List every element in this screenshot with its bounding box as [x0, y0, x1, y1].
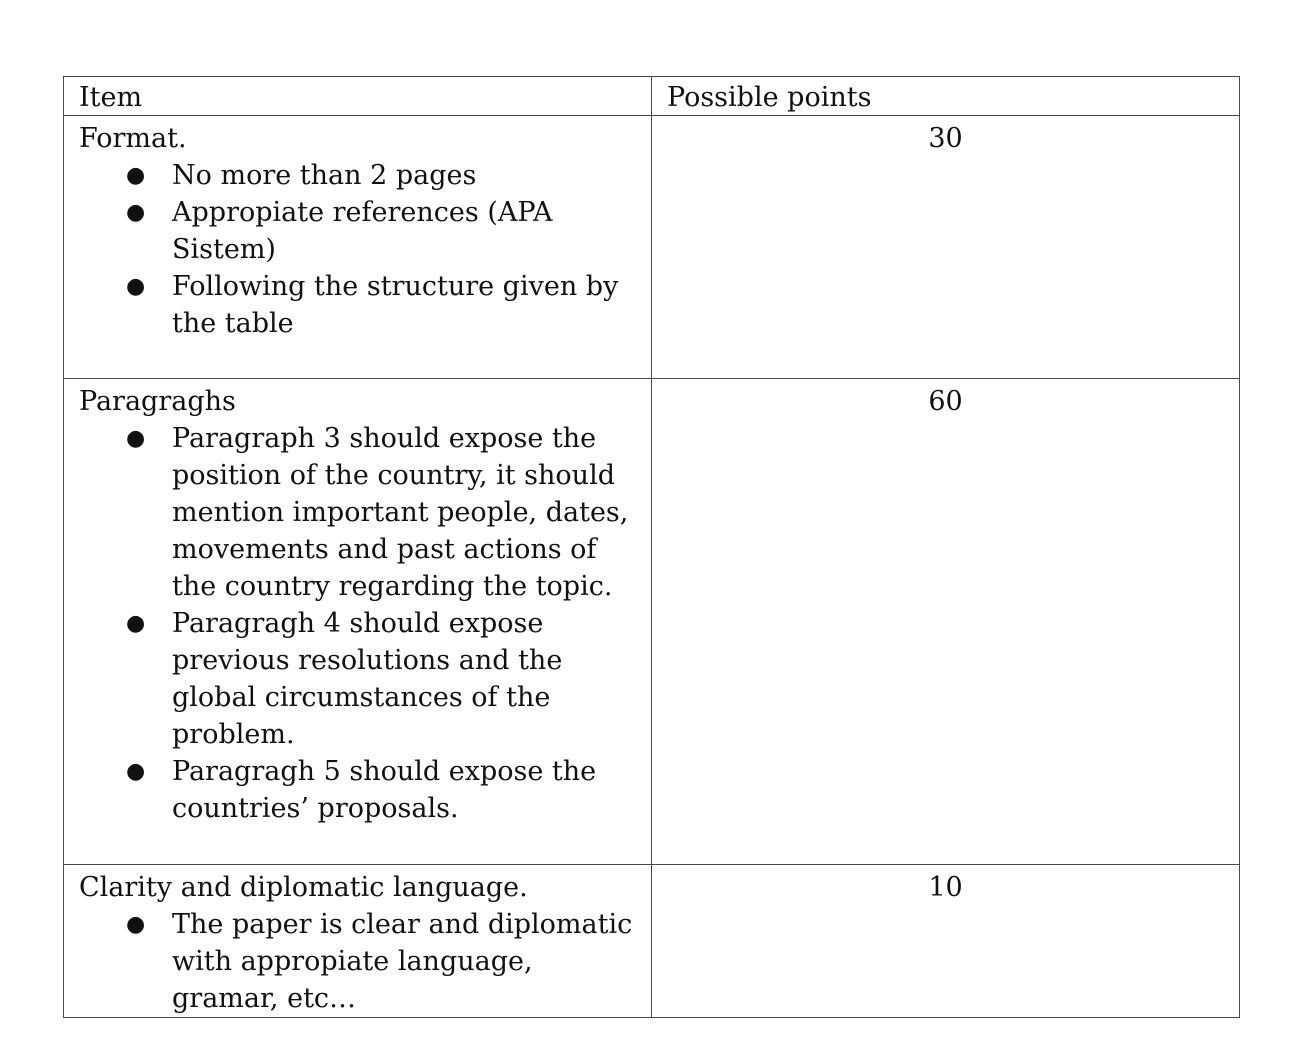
points-cell: 10 — [652, 865, 1240, 1018]
rubric-table — [63, 76, 1240, 1018]
item-cell — [64, 116, 652, 379]
table-row — [64, 865, 1240, 1018]
bullet-text: The paper is clear and diplomatic with appropiate language, gramar, etc… — [172, 909, 633, 1014]
bullet-list — [79, 906, 641, 1017]
bullet-icon: ● — [126, 163, 146, 188]
item-cell — [64, 379, 652, 865]
bullet-item — [79, 906, 641, 1017]
bullet-icon: ● — [126, 426, 146, 451]
item-title: Format. — [79, 123, 187, 154]
bullet-icon: ● — [126, 200, 146, 225]
header-item: Item — [64, 77, 652, 116]
header-points: Possible points — [652, 77, 1240, 116]
points-cell: 30 — [652, 116, 1240, 379]
points-cell: 60 — [652, 379, 1240, 865]
bullet-icon: ● — [126, 759, 146, 784]
bullet-icon: ● — [126, 611, 146, 636]
bullet-text: Paragraph 3 should expose the position of the country, it should mention important people, dates, movements and past actions of the country regarding the topic. — [172, 423, 629, 602]
bullet-text: No more than 2 pages — [172, 160, 477, 191]
bullet-text: Appropiate references (APA Sistem) — [172, 197, 553, 265]
table-row — [64, 379, 1240, 865]
bullet-item — [79, 157, 641, 194]
bullet-text: Paragragh 4 should expose previous resolutions and the global circumstances of the problem. — [172, 608, 563, 750]
header-row — [64, 77, 1240, 116]
bullet-icon: ● — [126, 912, 146, 937]
table-row — [64, 116, 1240, 379]
item-title: Paragraghs — [79, 386, 236, 417]
item-title: Clarity and diplomatic language. — [79, 872, 528, 903]
bullet-list — [79, 157, 641, 342]
bullet-icon: ● — [126, 274, 146, 299]
bullet-item — [79, 194, 641, 268]
bullet-text: Following the structure given by the table — [172, 271, 619, 339]
bullet-text: Paragragh 5 should expose the countries’ proposals. — [172, 756, 597, 824]
bullet-list — [79, 420, 641, 827]
item-cell — [64, 865, 652, 1018]
bullet-item — [79, 605, 641, 753]
bullet-item — [79, 753, 641, 827]
bullet-item — [79, 420, 641, 605]
bullet-item — [79, 268, 641, 342]
